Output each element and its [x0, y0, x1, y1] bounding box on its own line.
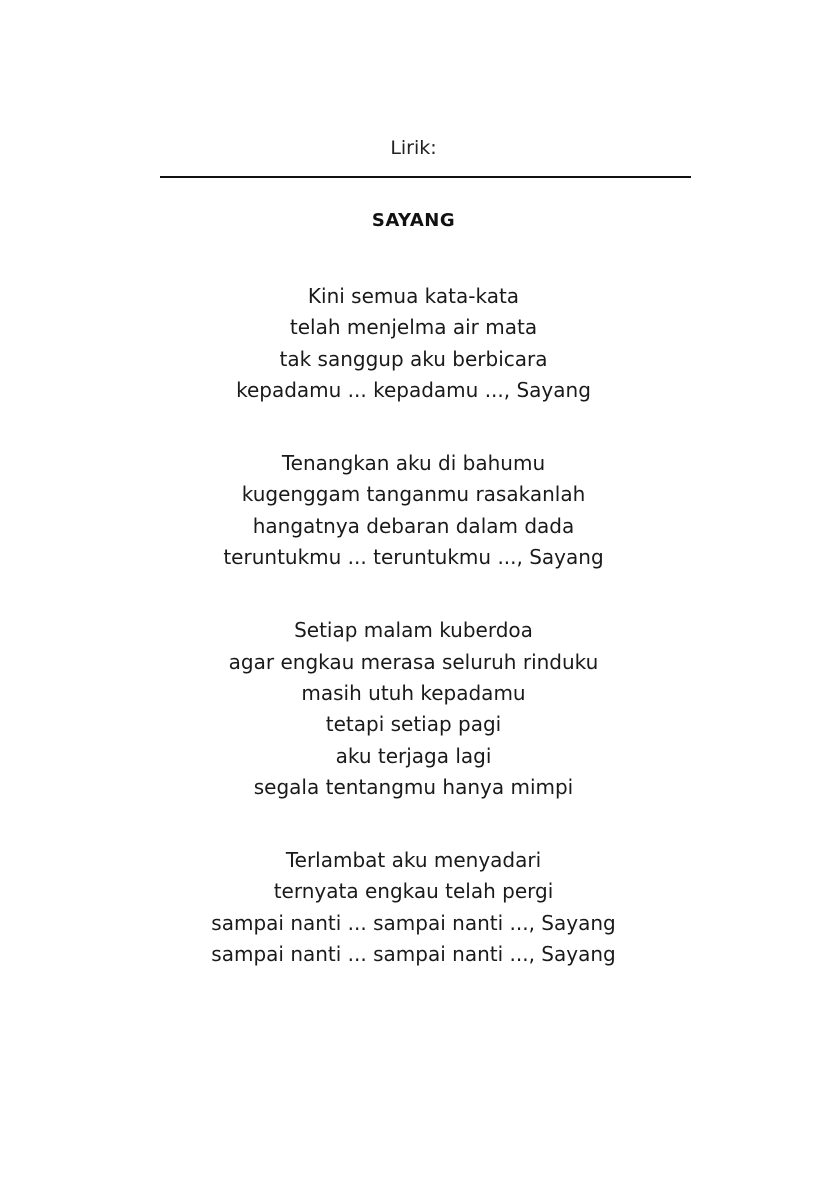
lyric-line: tak sanggup aku berbicara	[279, 346, 548, 371]
lyric-line: agar engkau merasa seluruh rinduku	[228, 649, 599, 674]
lyric-line: Terlambat aku menyadari	[285, 848, 542, 873]
lyric-line: sampai nanti ... sampai nanti ..., Sayang	[211, 942, 616, 967]
lyric-line: ternyata engkau telah pergi	[273, 879, 554, 904]
lyric-line: kugenggam tanganmu rasakanlah	[241, 482, 586, 507]
stanza	[0, 615, 827, 803]
lyric-line: masih utuh kepadamu	[301, 680, 526, 705]
lyric-line: Setiap malam kuberdoa	[294, 618, 533, 643]
section-heading: Lirik:	[390, 137, 437, 159]
stanza	[0, 281, 827, 406]
lyric-line: teruntukmu ... teruntukmu ..., Sayang	[223, 545, 604, 570]
lyrics-body	[0, 281, 827, 970]
lyric-line: tetapi setiap pagi	[325, 712, 502, 737]
lyric-line: sampai nanti ... sampai nanti ..., Sayang	[211, 910, 616, 935]
lyric-line: segala tentangmu hanya mimpi	[253, 774, 574, 799]
stanza	[0, 448, 827, 573]
stanza	[0, 845, 827, 970]
song-title: SAYANG	[371, 210, 456, 231]
lyric-line: kepadamu ... kepadamu ..., Sayang	[236, 377, 591, 402]
lyric-line: Tenangkan aku di bahumu	[281, 451, 546, 476]
heading-divider	[160, 176, 691, 178]
lyric-line: Kini semua kata-kata	[307, 284, 520, 308]
lyric-line: hangatnya debaran dalam dada	[252, 513, 575, 538]
lyric-line: aku terjaga lagi	[335, 743, 492, 768]
lyric-line: telah menjelma air mata	[289, 315, 538, 340]
